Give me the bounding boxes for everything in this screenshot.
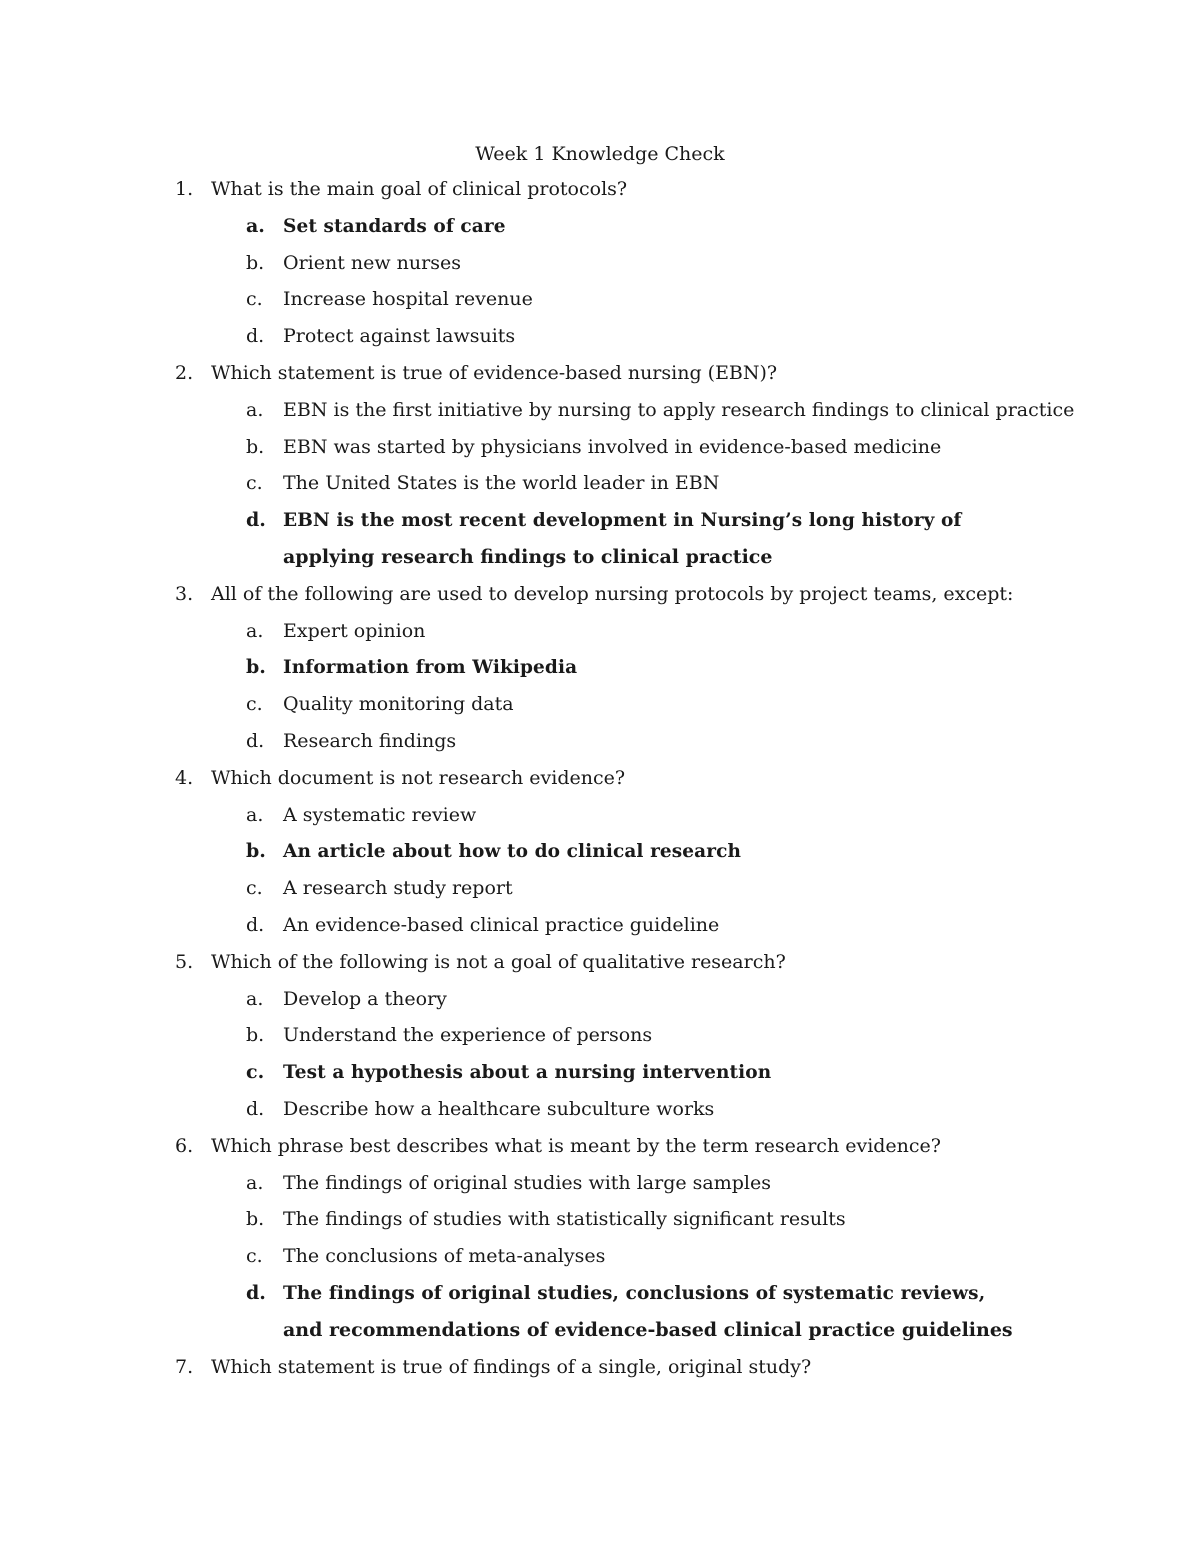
question-6 bbox=[0, 1133, 1200, 1170]
question-text: All of the following are used to develop nursing protocols by project teams, except: bbox=[211, 582, 1014, 605]
answer-option-correct bbox=[0, 213, 1200, 250]
option-text: EBN is the first initiative by nursing to apply research findings to clinical practice bbox=[283, 398, 1075, 421]
option-text: Increase hospital revenue bbox=[283, 288, 533, 311]
answer-option-correct bbox=[0, 654, 1200, 691]
option-letter: b. bbox=[246, 1208, 265, 1231]
answer-option bbox=[0, 323, 1200, 360]
option-text: The United States is the world leader in EBN bbox=[283, 472, 720, 495]
option-letter: c. bbox=[246, 1061, 265, 1084]
option-text: Research findings bbox=[283, 729, 457, 752]
option-text: Protect against lawsuits bbox=[283, 325, 516, 348]
option-text: applying research findings to clinical practice bbox=[283, 545, 773, 568]
answer-option bbox=[0, 434, 1200, 471]
answer-option bbox=[0, 802, 1200, 839]
question-text: Which statement is true of evidence-based nursing (EBN)? bbox=[211, 361, 778, 384]
option-letter: b. bbox=[246, 435, 265, 458]
option-text: Test a hypothesis about a nursing intervention bbox=[283, 1062, 772, 1084]
option-letter: b. bbox=[246, 840, 266, 863]
option-text: EBN was started by physicians involved in evidence-based medicine bbox=[283, 435, 942, 458]
question-number: 6. bbox=[175, 1134, 194, 1157]
question-text: What is the main goal of clinical protocols? bbox=[211, 178, 628, 200]
answer-option-continuation bbox=[0, 544, 1200, 581]
question-list bbox=[0, 176, 1200, 1390]
question-number: 2. bbox=[175, 361, 194, 384]
answer-option bbox=[0, 691, 1200, 728]
question-7 bbox=[0, 1354, 1200, 1391]
answer-option bbox=[0, 250, 1200, 287]
option-letter: d. bbox=[246, 913, 265, 936]
option-letter: d. bbox=[246, 325, 265, 348]
option-text: Set standards of care bbox=[283, 215, 506, 237]
option-text: An article about how to do clinical research bbox=[283, 841, 742, 863]
answer-option bbox=[0, 1096, 1200, 1133]
answer-option-continuation bbox=[0, 1317, 1200, 1354]
answer-option bbox=[0, 1243, 1200, 1280]
option-letter: c. bbox=[246, 877, 263, 900]
question-3 bbox=[0, 581, 1200, 618]
option-letter: a. bbox=[246, 398, 264, 421]
option-text: EBN is the most recent development in Nursing’s long history of bbox=[283, 510, 962, 532]
option-text: and recommendations of evidence-based clinical practice guidelines bbox=[283, 1318, 1013, 1341]
question-text: Which of the following is not a goal of qualitative research? bbox=[211, 950, 786, 973]
option-letter: b. bbox=[246, 1024, 265, 1047]
option-letter: c. bbox=[246, 693, 263, 716]
option-letter: a. bbox=[246, 619, 264, 642]
option-letter: c. bbox=[246, 288, 263, 311]
answer-option bbox=[0, 875, 1200, 912]
answer-option bbox=[0, 286, 1200, 323]
option-text: The conclusions of meta-analyses bbox=[283, 1245, 606, 1268]
answer-option bbox=[0, 912, 1200, 949]
option-letter: d. bbox=[246, 1097, 265, 1120]
answer-option bbox=[0, 1170, 1200, 1207]
answer-option bbox=[0, 728, 1200, 765]
question-number: 1. bbox=[175, 178, 194, 200]
option-letter: a. bbox=[246, 1171, 264, 1194]
question-number: 5. bbox=[175, 950, 194, 973]
option-letter: b. bbox=[246, 656, 266, 679]
question-text: Which document is not research evidence? bbox=[211, 766, 626, 789]
answer-option bbox=[0, 986, 1200, 1023]
option-text: Expert opinion bbox=[283, 619, 426, 642]
option-text: The findings of studies with statistically significant results bbox=[283, 1208, 846, 1231]
option-letter: d. bbox=[246, 1281, 266, 1304]
option-text: Understand the experience of persons bbox=[283, 1024, 653, 1047]
option-text: An evidence-based clinical practice guideline bbox=[283, 913, 720, 936]
question-1 bbox=[0, 176, 1200, 213]
option-letter: c. bbox=[246, 472, 263, 495]
question-number: 3. bbox=[175, 582, 194, 605]
answer-option-correct bbox=[0, 838, 1200, 875]
page-title: Week 1 Knowledge Check bbox=[475, 143, 725, 165]
option-text: Describe how a healthcare subculture works bbox=[283, 1097, 715, 1120]
question-number: 7. bbox=[175, 1355, 194, 1378]
question-number: 4. bbox=[175, 766, 194, 789]
option-text: The findings of original studies, conclusions of systematic reviews, bbox=[283, 1282, 986, 1304]
option-text: Develop a theory bbox=[283, 987, 447, 1010]
option-letter: a. bbox=[246, 214, 265, 237]
answer-option bbox=[0, 618, 1200, 655]
answer-option bbox=[0, 397, 1200, 434]
option-text: The findings of original studies with large samples bbox=[283, 1171, 771, 1194]
answer-option bbox=[0, 470, 1200, 507]
option-text: A systematic review bbox=[283, 803, 477, 826]
option-letter: b. bbox=[246, 251, 265, 274]
question-2 bbox=[0, 360, 1200, 397]
option-letter: a. bbox=[246, 803, 264, 826]
option-letter: c. bbox=[246, 1245, 263, 1268]
option-text: A research study report bbox=[283, 877, 513, 900]
option-text: Information from Wikipedia bbox=[283, 657, 578, 679]
answer-option-correct bbox=[0, 1059, 1200, 1096]
answer-option-correct bbox=[0, 1280, 1200, 1317]
question-text: Which phrase best describes what is meant by the term research evidence? bbox=[211, 1134, 941, 1157]
option-text: Quality monitoring data bbox=[283, 693, 514, 716]
option-letter: d. bbox=[246, 729, 265, 752]
question-4 bbox=[0, 765, 1200, 802]
answer-option bbox=[0, 1022, 1200, 1059]
answer-option bbox=[0, 1206, 1200, 1243]
option-letter: d. bbox=[246, 509, 266, 532]
answer-option-correct bbox=[0, 507, 1200, 544]
option-text: Orient new nurses bbox=[283, 251, 461, 274]
question-5 bbox=[0, 949, 1200, 986]
question-text: Which statement is true of findings of a single, original study? bbox=[211, 1355, 812, 1378]
option-letter: a. bbox=[246, 987, 264, 1010]
